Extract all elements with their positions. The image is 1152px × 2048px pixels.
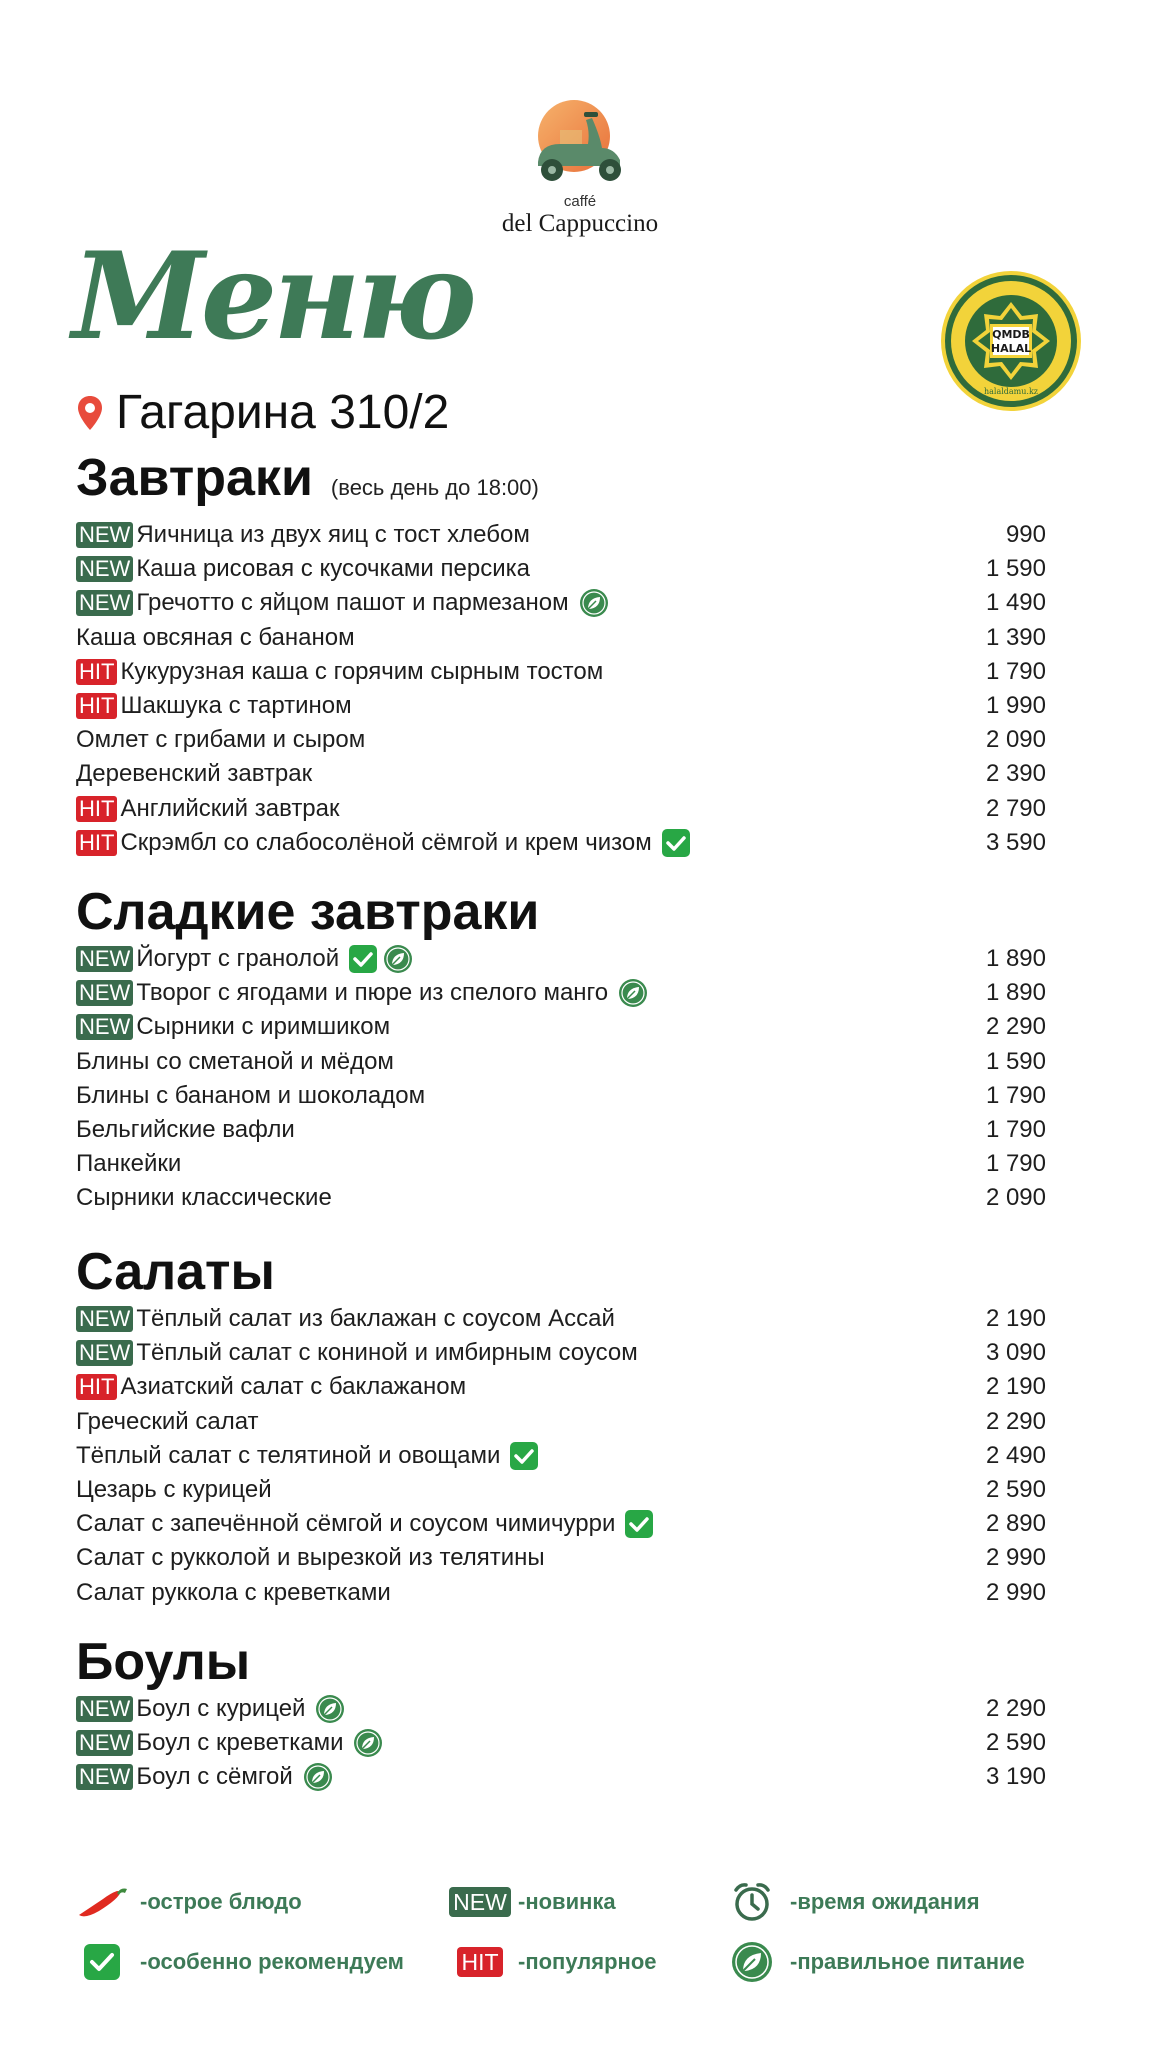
menu-item-price: 2 090 <box>985 726 1046 754</box>
menu-item <box>76 1370 1046 1404</box>
brand-small: caffé <box>563 193 597 210</box>
legend-time <box>724 1880 1064 1924</box>
section-title-text: Салаты <box>76 1243 275 1301</box>
legend-healthy-text: -правильное питание <box>790 1949 1025 1974</box>
cafe-logo <box>490 96 670 238</box>
menu-item <box>76 723 1046 757</box>
menu-item-name: Йогурт с гранолой <box>136 945 340 973</box>
legend-row <box>74 1932 1074 1992</box>
halal-seal <box>940 270 1082 417</box>
menu-item-price: 2 290 <box>985 1013 1046 1041</box>
new-badge: NEW <box>76 1014 133 1040</box>
legend-spicy <box>74 1885 464 1919</box>
menu-item <box>76 586 1046 620</box>
menu-item <box>76 518 1046 552</box>
menu-item <box>76 1336 1046 1370</box>
menu-item-price: 2 590 <box>985 1729 1046 1757</box>
menu-item <box>76 1302 1046 1336</box>
section-note: (весь день до 18:00) <box>330 475 539 500</box>
menu-item <box>76 1576 1046 1610</box>
legend-hit <box>452 1947 702 1977</box>
menu-item-name: Боул с сёмгой <box>136 1763 293 1791</box>
new-badge: NEW <box>76 1340 133 1366</box>
menu-item-price: 1 790 <box>985 1116 1046 1144</box>
new-badge: NEW <box>76 980 133 1006</box>
menu-item-name: Боул с курицей <box>136 1695 306 1723</box>
new-badge: NEW <box>76 1306 133 1332</box>
check-icon <box>625 1510 653 1538</box>
menu-item-price: 2 190 <box>985 1305 1046 1333</box>
svg-text:QMDB: QMDB <box>992 328 1030 341</box>
menu-item <box>76 792 1046 826</box>
menu-item <box>76 1760 1046 1794</box>
menu-title: Меню <box>72 226 473 367</box>
legend-recommend-text: -особенно рекомендуем <box>140 1949 404 1974</box>
address-text: Гагарина 310/2 <box>116 386 450 439</box>
menu-item <box>76 826 1046 860</box>
menu-item-list <box>76 1302 1046 1610</box>
menu-item-name: Сырники с иримшиком <box>136 1013 391 1041</box>
hit-badge: HIT <box>76 830 117 856</box>
menu-item-name: Салат с рукколой и вырезкой из телятины <box>76 1544 545 1572</box>
leaf-icon <box>315 1694 345 1724</box>
menu-item <box>76 1439 1046 1473</box>
menu-item <box>76 655 1046 689</box>
menu-item <box>76 1079 1046 1113</box>
new-badge: NEW <box>449 1887 511 1917</box>
menu-item-name: Боул с креветками <box>136 1729 344 1757</box>
menu-item-price: 1 790 <box>985 1081 1046 1109</box>
menu-item-price: 2 390 <box>985 760 1046 788</box>
alarm-clock-icon <box>724 1880 780 1924</box>
leaf-icon <box>303 1762 333 1792</box>
menu-item-name: Тёплый салат из баклажан с соусом Ассай <box>136 1305 615 1333</box>
menu-item-price: 1 790 <box>985 657 1046 685</box>
menu-section <box>76 882 1046 1216</box>
menu-item-name: Греческий салат <box>76 1407 259 1435</box>
menu-item-name: Салат руккола с креветками <box>76 1578 391 1606</box>
menu-item-price: 3 590 <box>985 828 1046 856</box>
menu-item <box>76 1405 1046 1439</box>
menu-item-price: 3 090 <box>985 1339 1046 1367</box>
menu-item-list <box>76 1692 1046 1795</box>
menu-item <box>76 942 1046 976</box>
section-title <box>76 1632 1046 1692</box>
new-badge: NEW <box>76 946 133 972</box>
menu-item-name: Панкейки <box>76 1150 182 1178</box>
menu-item-price: 1 990 <box>985 692 1046 720</box>
location-pin-icon <box>78 396 102 430</box>
menu-item-price: 1 490 <box>985 589 1046 617</box>
menu-item-name: Яичница из двух яиц с тост хлебом <box>136 521 530 549</box>
legend-recommend <box>74 1944 464 1980</box>
menu-item-name: Тёплый салат с кониной и имбирным соусом <box>136 1339 638 1367</box>
hit-badge: HIT <box>457 1947 502 1977</box>
leaf-icon <box>724 1941 780 1983</box>
menu-item-price: 1 790 <box>985 1150 1046 1178</box>
menu-item-price: 1 390 <box>985 623 1046 651</box>
menu-item-name: Каша овсяная с бананом <box>76 623 355 651</box>
menu-item-name: Английский завтрак <box>120 794 340 822</box>
menu-item-price: 2 090 <box>985 1184 1046 1212</box>
new-badge: NEW <box>76 556 133 582</box>
legend-new-text: -новинка <box>518 1889 616 1914</box>
section-title-text: Сладкие завтраки <box>76 883 540 941</box>
leaf-icon <box>618 978 648 1008</box>
section-title <box>76 882 1046 942</box>
menu-item <box>76 1541 1046 1575</box>
menu-item-price: 2 290 <box>985 1695 1046 1723</box>
legend-new <box>452 1887 702 1917</box>
menu-item-price: 2 490 <box>985 1441 1046 1469</box>
section-title-text: Боулы <box>76 1633 251 1691</box>
legend-spicy-text: -острое блюдо <box>140 1889 302 1914</box>
menu-item <box>76 689 1046 723</box>
menu-section <box>76 1242 1046 1610</box>
menu-item <box>76 1113 1046 1147</box>
menu-item-name: Блины с бананом и шоколадом <box>76 1081 426 1109</box>
menu-item-list <box>76 518 1046 860</box>
svg-text:HALAL: HALAL <box>990 342 1032 355</box>
legend-hit-text: -популярное <box>518 1949 657 1974</box>
menu-item-price: 2 990 <box>985 1578 1046 1606</box>
check-icon <box>74 1944 130 1980</box>
menu-item <box>76 552 1046 586</box>
hit-badge: HIT <box>76 1374 117 1400</box>
leaf-icon <box>579 588 609 618</box>
menu-item <box>76 1181 1046 1215</box>
menu-item-price: 2 190 <box>985 1373 1046 1401</box>
menu-item-name: Кукурузная каша с горячим сырным тостом <box>120 657 604 685</box>
section-title <box>76 1242 1046 1302</box>
menu-item-name: Цезарь с курицей <box>76 1476 272 1504</box>
menu-item-name: Бельгийские вафли <box>76 1116 295 1144</box>
menu-item-price: 3 190 <box>985 1763 1046 1791</box>
menu-item <box>76 976 1046 1010</box>
menu-item-name: Шакшука с тартином <box>120 692 352 720</box>
legend-time-text: -время ожидания <box>790 1889 980 1914</box>
menu-section <box>76 1632 1046 1795</box>
menu-item-price: 2 290 <box>985 1407 1046 1435</box>
hit-badge: HIT <box>76 796 117 822</box>
menu-item-name: Азиатский салат с баклажаном <box>120 1373 467 1401</box>
menu-item-name: Салат с запечённой сёмгой и соусом чимичурри <box>76 1510 616 1538</box>
check-icon <box>662 829 690 857</box>
check-icon <box>349 945 377 973</box>
halal-seal-icon <box>940 270 1082 412</box>
menu-item-price: 990 <box>1005 521 1046 549</box>
menu-item <box>76 757 1046 791</box>
leaf-icon <box>383 944 413 974</box>
legend-row <box>74 1872 1074 1932</box>
menu-item-price: 1 590 <box>985 555 1046 583</box>
menu-item <box>76 1473 1046 1507</box>
hit-badge: HIT <box>76 693 117 719</box>
menu-item-price: 2 990 <box>985 1544 1046 1572</box>
menu-item-price: 1 890 <box>985 979 1046 1007</box>
hit-badge: HIT <box>76 659 117 685</box>
menu-item <box>76 621 1046 655</box>
chili-pepper-icon <box>74 1885 130 1919</box>
address <box>78 385 449 441</box>
menu-item-price: 2 790 <box>985 794 1046 822</box>
menu-item-price: 2 890 <box>985 1510 1046 1538</box>
section-title-text: Завтраки <box>76 449 313 507</box>
menu-item-name: Гречотто с яйцом пашот и пармезаном <box>136 589 569 617</box>
menu-item-price: 1 590 <box>985 1047 1046 1075</box>
menu-item-name: Деревенский завтрак <box>76 760 313 788</box>
legend <box>74 1872 1074 1992</box>
menu-section <box>76 448 1046 860</box>
menu-item-price: 1 890 <box>985 945 1046 973</box>
menu-item-name: Творог с ягодами и пюре из спелого манго <box>136 979 609 1007</box>
menu-item-list <box>76 942 1046 1216</box>
scooter-logo-icon <box>530 96 630 192</box>
menu-item <box>76 1692 1046 1726</box>
new-badge: NEW <box>76 1730 133 1756</box>
new-badge: NEW <box>76 522 133 548</box>
brand-name: del Cappuccino <box>501 210 659 237</box>
new-badge: NEW <box>76 590 133 616</box>
leaf-icon <box>353 1728 383 1758</box>
menu-item <box>76 1726 1046 1760</box>
menu-item <box>76 1507 1046 1541</box>
check-icon <box>510 1442 538 1470</box>
menu-item-name: Омлет с грибами и сыром <box>76 726 366 754</box>
menu-item-price: 2 590 <box>985 1476 1046 1504</box>
menu-item-name: Скрэмбл со слабосолёной сёмгой и крем чизом <box>120 828 652 856</box>
menu-item <box>76 1045 1046 1079</box>
svg-text:halaldamu.kz: halaldamu.kz <box>983 387 1039 396</box>
legend-healthy <box>724 1941 1064 1983</box>
menu-item <box>76 1010 1046 1044</box>
menu-item <box>76 1147 1046 1181</box>
new-badge: NEW <box>76 1764 133 1790</box>
menu-item-name: Тёплый салат с телятиной и овощами <box>76 1441 501 1469</box>
menu-item-name: Сырники классические <box>76 1184 332 1212</box>
new-badge: NEW <box>76 1696 133 1722</box>
menu-item-name: Каша рисовая с кусочками персика <box>136 555 530 583</box>
section-title <box>76 448 1046 518</box>
menu-item-name: Блины со сметаной и мёдом <box>76 1047 394 1075</box>
